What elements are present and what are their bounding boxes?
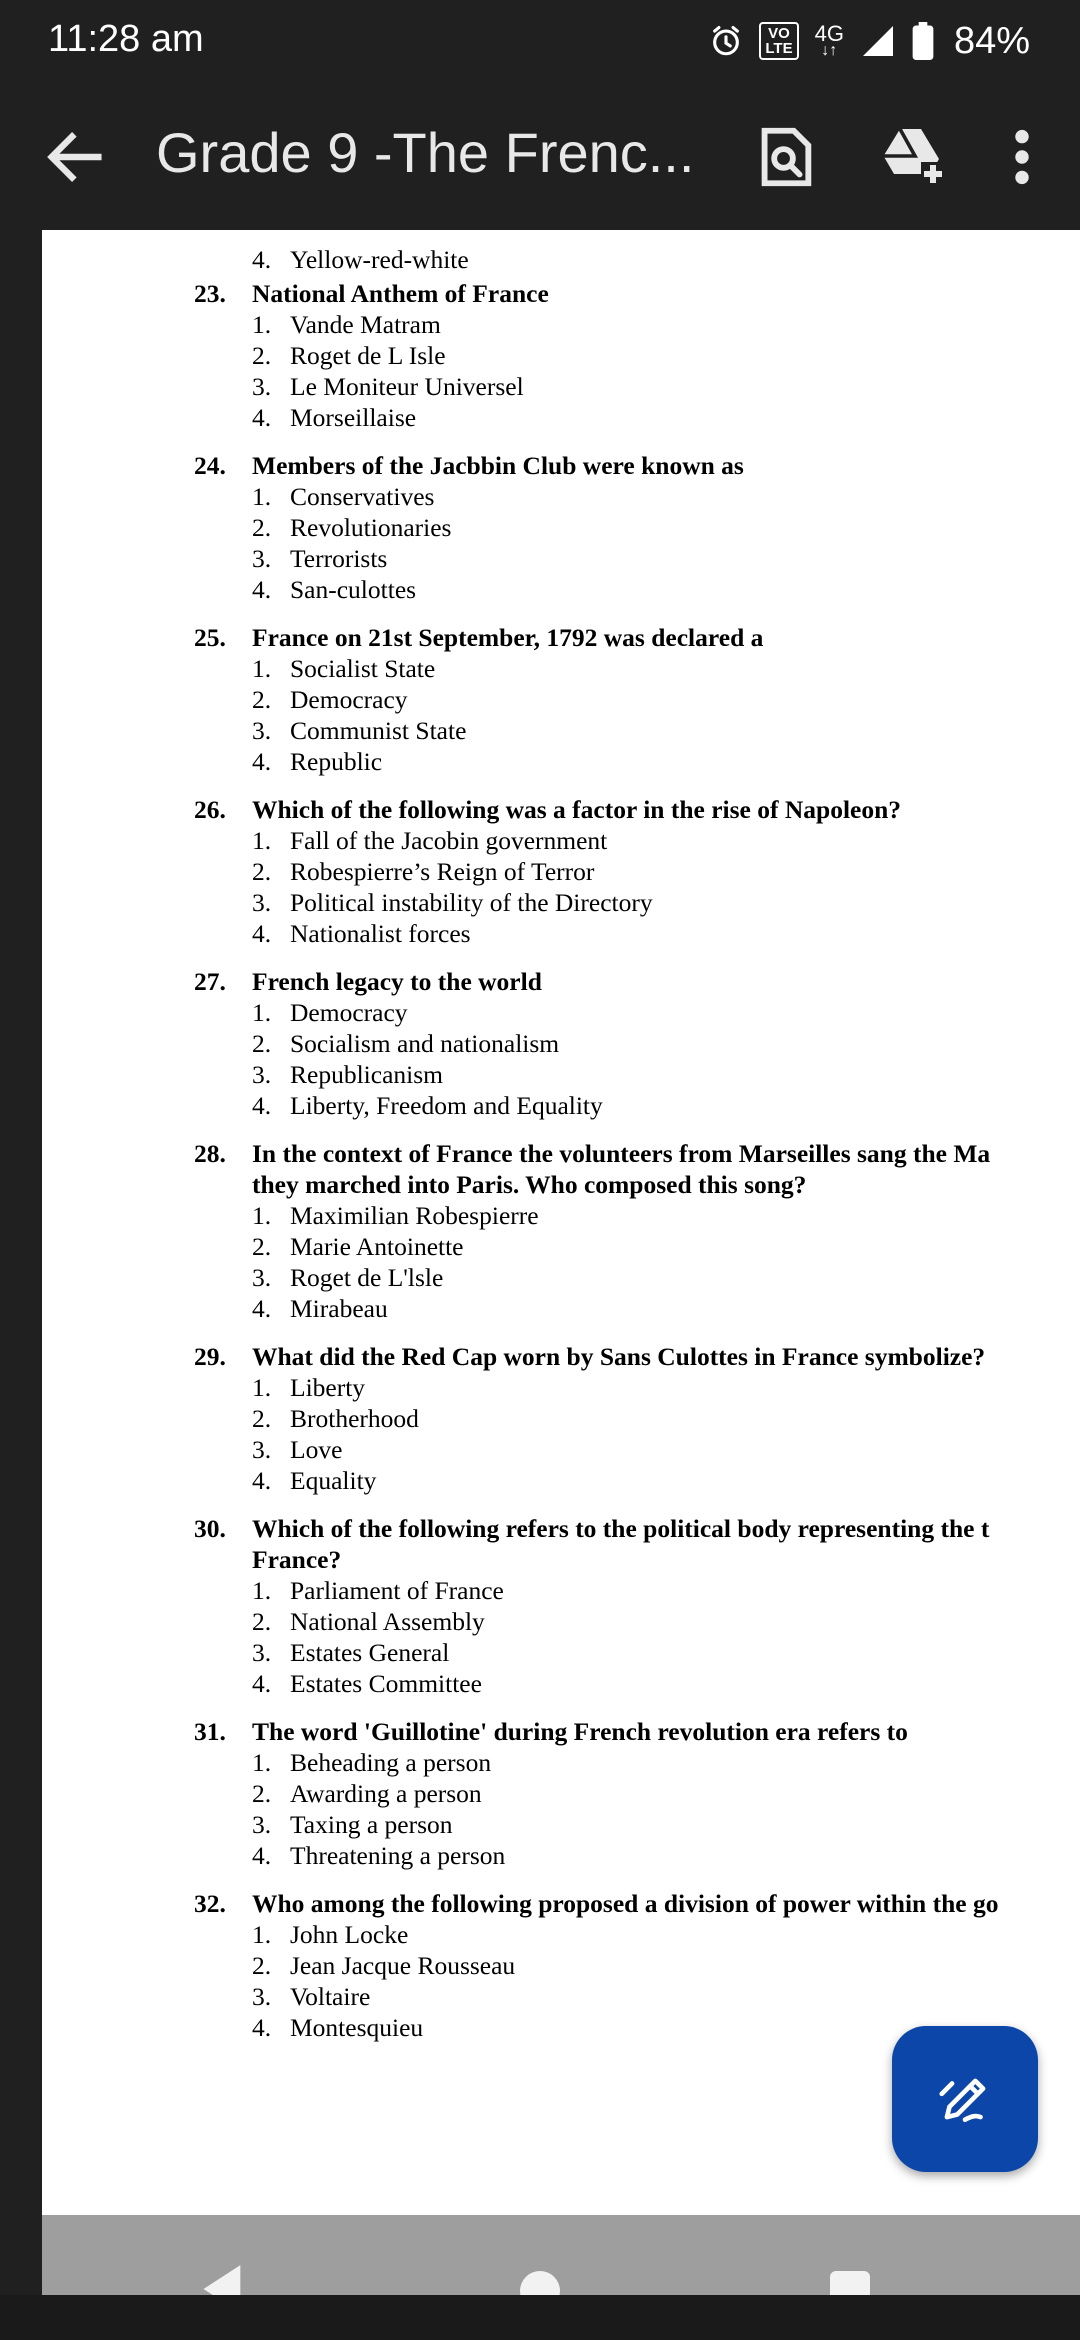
option-number: 1. bbox=[252, 1748, 272, 1777]
question-item bbox=[194, 966, 1080, 1121]
question-item bbox=[194, 1513, 1080, 1699]
app-bar bbox=[0, 84, 1080, 230]
option-item bbox=[252, 1919, 1080, 1950]
option-text: Love bbox=[290, 1435, 343, 1464]
arrow-left-icon bbox=[40, 122, 110, 192]
option-item bbox=[252, 653, 1080, 684]
option-number: 1. bbox=[252, 826, 272, 855]
question-item bbox=[194, 622, 1080, 777]
option-number: 1. bbox=[252, 310, 272, 339]
question-text-line: Which of the following refers to the political body representing the t bbox=[252, 1514, 990, 1543]
option-list bbox=[252, 825, 1080, 949]
option-text: Estates Committee bbox=[290, 1669, 482, 1698]
question-header bbox=[194, 1513, 1080, 1575]
option-text: Maximilian Robespierre bbox=[290, 1201, 539, 1230]
option-number: 2. bbox=[252, 1779, 272, 1808]
question-text bbox=[252, 278, 1080, 309]
option-number: 1. bbox=[252, 1201, 272, 1230]
question-text-line: Who among the following proposed a division of power within the go bbox=[252, 1889, 999, 1918]
option-number: 4. bbox=[252, 919, 272, 948]
option-number: 3. bbox=[252, 888, 272, 917]
option-number: 2. bbox=[252, 1029, 272, 1058]
question-text-line: Which of the following was a factor in the rise of Napoleon? bbox=[252, 795, 902, 824]
option-number: 4. bbox=[252, 1294, 272, 1323]
option-number: 4. bbox=[252, 1841, 272, 1870]
option-item bbox=[252, 1809, 1080, 1840]
option-text: Roget de L Isle bbox=[290, 341, 446, 370]
question-item bbox=[194, 450, 1080, 605]
option-number: 3. bbox=[252, 1435, 272, 1464]
option-item bbox=[252, 309, 1080, 340]
question-text-line: French legacy to the world bbox=[252, 967, 542, 996]
option-text: Marie Antoinette bbox=[290, 1232, 464, 1261]
option-number: 1. bbox=[252, 1373, 272, 1402]
question-item bbox=[194, 1341, 1080, 1496]
question-text bbox=[252, 450, 1080, 481]
back-button[interactable] bbox=[40, 122, 110, 192]
option-text: Montesquieu bbox=[290, 2013, 424, 2042]
question-header bbox=[194, 1341, 1080, 1372]
question-text bbox=[252, 1888, 1080, 1919]
option-number: 2. bbox=[252, 685, 272, 714]
edit-pen-icon bbox=[934, 2068, 996, 2130]
option-text: Republicanism bbox=[290, 1060, 443, 1089]
question-number: 23. bbox=[194, 279, 226, 308]
option-item bbox=[252, 1606, 1080, 1637]
option-text: Republic bbox=[290, 747, 383, 776]
option-list bbox=[252, 309, 1080, 433]
option-list bbox=[252, 1919, 1080, 2043]
option-number: 2. bbox=[252, 1951, 272, 1980]
bottom-strip bbox=[0, 2295, 1080, 2340]
question-text-line: In the context of France the volunteers from Marseilles sang the Ma bbox=[252, 1139, 991, 1168]
option-item bbox=[252, 1293, 1080, 1324]
option-number: 1. bbox=[252, 654, 272, 683]
option-text: Threatening a person bbox=[290, 1841, 506, 1870]
volte-top-text: VO bbox=[768, 25, 790, 42]
option-number: 1. bbox=[252, 1920, 272, 1949]
option-item bbox=[252, 512, 1080, 543]
option-text: Taxing a person bbox=[290, 1810, 453, 1839]
question-text bbox=[252, 966, 1080, 997]
option-text: Voltaire bbox=[290, 1982, 371, 2011]
question-number: 27. bbox=[194, 967, 226, 996]
signal-icon bbox=[860, 23, 896, 59]
option-text: Parliament of France bbox=[290, 1576, 504, 1605]
option-item bbox=[252, 1778, 1080, 1809]
option-number: 1. bbox=[252, 998, 272, 1027]
more-options-button[interactable] bbox=[1000, 122, 1044, 192]
network-type bbox=[814, 21, 844, 59]
option-number: 4. bbox=[252, 575, 272, 604]
option-number: 2. bbox=[252, 1232, 272, 1261]
option-item bbox=[252, 1372, 1080, 1403]
document-title: Grade 9 -The Frenc... bbox=[156, 121, 695, 184]
option-text: Revolutionaries bbox=[290, 513, 452, 542]
option-item bbox=[252, 1403, 1080, 1434]
option-list bbox=[252, 1575, 1080, 1699]
option-number: 3. bbox=[252, 1638, 272, 1667]
option-item bbox=[252, 1950, 1080, 1981]
drive-add-icon bbox=[876, 120, 948, 192]
option-number: 4. bbox=[252, 2013, 272, 2042]
option-number: 2. bbox=[252, 1607, 272, 1636]
option-item bbox=[252, 918, 1080, 949]
option-item bbox=[252, 1200, 1080, 1231]
option-list bbox=[252, 1200, 1080, 1324]
option-item bbox=[252, 1465, 1080, 1496]
question-text-line: they marched into Paris. Who composed this song? bbox=[252, 1170, 807, 1199]
alarm-icon bbox=[709, 24, 743, 58]
question-number: 32. bbox=[194, 1889, 226, 1918]
option-list bbox=[252, 997, 1080, 1121]
question-header bbox=[194, 794, 1080, 825]
question-text bbox=[252, 794, 1080, 825]
option-item bbox=[252, 543, 1080, 574]
question-header bbox=[194, 1138, 1080, 1200]
option-item bbox=[252, 1059, 1080, 1090]
option-text: Brotherhood bbox=[290, 1404, 419, 1433]
document-content bbox=[42, 230, 1080, 2060]
option-text: Beheading a person bbox=[290, 1748, 492, 1777]
search-in-document-button[interactable] bbox=[750, 122, 820, 192]
option-item bbox=[252, 1575, 1080, 1606]
question-text bbox=[252, 1513, 1080, 1575]
option-text: San-culottes bbox=[290, 575, 417, 604]
option-text: Equality bbox=[290, 1466, 377, 1495]
option-number: 3. bbox=[252, 716, 272, 745]
option-number: 4. bbox=[252, 1669, 272, 1698]
question-text-line: France on 21st September, 1792 was declared a bbox=[252, 623, 764, 652]
option-number: 1. bbox=[252, 1576, 272, 1605]
option-text: Fall of the Jacobin government bbox=[290, 826, 608, 855]
option-number: 1. bbox=[252, 482, 272, 511]
battery-percent: 84% bbox=[953, 19, 1030, 62]
document-page[interactable] bbox=[42, 230, 1080, 2215]
option-item bbox=[252, 825, 1080, 856]
edit-fab-button[interactable] bbox=[892, 2026, 1038, 2172]
network-type-label: 4G bbox=[814, 21, 844, 46]
option-item bbox=[252, 1090, 1080, 1121]
volte-bottom-text: LTE bbox=[765, 40, 793, 57]
option-text: Mirabeau bbox=[290, 1294, 388, 1323]
question-header bbox=[194, 278, 1080, 309]
more-vert-icon bbox=[1000, 122, 1044, 192]
option-item bbox=[252, 1840, 1080, 1871]
question-number: 26. bbox=[194, 795, 226, 824]
question-header bbox=[194, 450, 1080, 481]
option-item bbox=[252, 1668, 1080, 1699]
option-item bbox=[252, 371, 1080, 402]
option-text: Democracy bbox=[290, 685, 408, 714]
option-item bbox=[252, 684, 1080, 715]
option-text: Robespierre’s Reign of Terror bbox=[290, 857, 595, 886]
option-number: 4. bbox=[252, 1466, 272, 1495]
question-number: 29. bbox=[194, 1342, 226, 1371]
option-text: John Locke bbox=[290, 1920, 409, 1949]
option-text: Conservatives bbox=[290, 482, 435, 511]
question-header bbox=[194, 1888, 1080, 1919]
option-text: Socialism and nationalism bbox=[290, 1029, 560, 1058]
option-item bbox=[252, 856, 1080, 887]
question-text-line: Members of the Jacbbin Club were known as bbox=[252, 451, 744, 480]
question-text bbox=[252, 1341, 1080, 1372]
question-text-line: The word 'Guillotine' during French revolution era refers to bbox=[252, 1717, 908, 1746]
question-list bbox=[42, 278, 1080, 2043]
option-list bbox=[252, 1372, 1080, 1496]
option-text: Le Moniteur Universel bbox=[290, 372, 524, 401]
question-number: 31. bbox=[194, 1717, 226, 1746]
question-number: 30. bbox=[194, 1514, 226, 1543]
option-number: 3. bbox=[252, 1060, 272, 1089]
option-number: 3. bbox=[252, 372, 272, 401]
option-number: 2. bbox=[252, 857, 272, 886]
option-item bbox=[252, 402, 1080, 433]
question-text bbox=[252, 1138, 1080, 1200]
status-time: 11:28 am bbox=[48, 18, 204, 60]
question-number: 24. bbox=[194, 451, 226, 480]
option-number: 3. bbox=[252, 1263, 272, 1292]
question-number: 28. bbox=[194, 1139, 226, 1168]
option-text: Estates General bbox=[290, 1638, 450, 1667]
question-header bbox=[194, 966, 1080, 997]
option-text: Liberty, Freedom and Equality bbox=[290, 1091, 603, 1120]
volte-indicator bbox=[759, 22, 798, 60]
option-item bbox=[252, 746, 1080, 777]
option-text: National Assembly bbox=[290, 1607, 485, 1636]
data-arrows-icon: ↓↑ bbox=[821, 42, 838, 59]
option-number: 4. bbox=[252, 747, 272, 776]
question-item bbox=[194, 1138, 1080, 1324]
option-number: 4. bbox=[252, 1091, 272, 1120]
question-header bbox=[194, 1716, 1080, 1747]
option-text: Political instability of the Directory bbox=[290, 888, 653, 917]
option-item bbox=[252, 481, 1080, 512]
option-text: Roget de L'lsle bbox=[290, 1263, 444, 1292]
question-header bbox=[194, 622, 1080, 653]
option-list bbox=[252, 481, 1080, 605]
question-text bbox=[252, 622, 1080, 653]
option-number: 2. bbox=[252, 513, 272, 542]
option-text: Democracy bbox=[290, 998, 408, 1027]
option-number: 4. bbox=[252, 403, 272, 432]
battery-icon bbox=[912, 22, 934, 60]
question-item bbox=[194, 278, 1080, 433]
search-in-document-icon bbox=[750, 122, 820, 192]
question-item bbox=[194, 1716, 1080, 1871]
question-number: 25. bbox=[194, 623, 226, 652]
option-number: 3. bbox=[252, 1810, 272, 1839]
option-item bbox=[252, 340, 1080, 371]
status-bar bbox=[0, 0, 1080, 84]
option-item bbox=[252, 1028, 1080, 1059]
option-text: Terrorists bbox=[290, 544, 388, 573]
status-icons bbox=[709, 16, 1030, 66]
option-item bbox=[252, 1981, 1080, 2012]
option-number: 4. bbox=[252, 245, 272, 274]
option-text: Yellow-red-white bbox=[290, 245, 469, 274]
question-text-line: France? bbox=[252, 1545, 342, 1574]
option-list bbox=[252, 1747, 1080, 1871]
option-text: Vande Matram bbox=[290, 310, 441, 339]
option-item bbox=[252, 1747, 1080, 1778]
option-number: 2. bbox=[252, 1404, 272, 1433]
question-item bbox=[194, 794, 1080, 949]
option-item bbox=[252, 1262, 1080, 1293]
option-item bbox=[252, 887, 1080, 918]
question-text bbox=[252, 1716, 1080, 1747]
option-number: 3. bbox=[252, 544, 272, 573]
option-number: 2. bbox=[252, 341, 272, 370]
option-list bbox=[252, 653, 1080, 777]
option-text: Nationalist forces bbox=[290, 919, 471, 948]
option-text: Awarding a person bbox=[290, 1779, 482, 1808]
option-item bbox=[252, 574, 1080, 605]
option-text: Liberty bbox=[290, 1373, 366, 1402]
option-text: Communist State bbox=[290, 716, 467, 745]
option-item bbox=[252, 1434, 1080, 1465]
add-to-drive-button[interactable] bbox=[876, 120, 948, 192]
question-text-line: What did the Red Cap worn by Sans Culottes in France symbolize? bbox=[252, 1342, 986, 1371]
question-item bbox=[194, 1888, 1080, 2043]
option-item bbox=[252, 715, 1080, 746]
option-text: Socialist State bbox=[290, 654, 436, 683]
option-text: Morseillaise bbox=[290, 403, 417, 432]
option-item bbox=[252, 1231, 1080, 1262]
lead-option bbox=[252, 230, 1080, 275]
option-item bbox=[252, 997, 1080, 1028]
option-text: Jean Jacque Rousseau bbox=[290, 1951, 516, 1980]
question-text-line: National Anthem of France bbox=[252, 279, 549, 308]
option-number: 3. bbox=[252, 1982, 272, 2011]
option-item bbox=[252, 1637, 1080, 1668]
